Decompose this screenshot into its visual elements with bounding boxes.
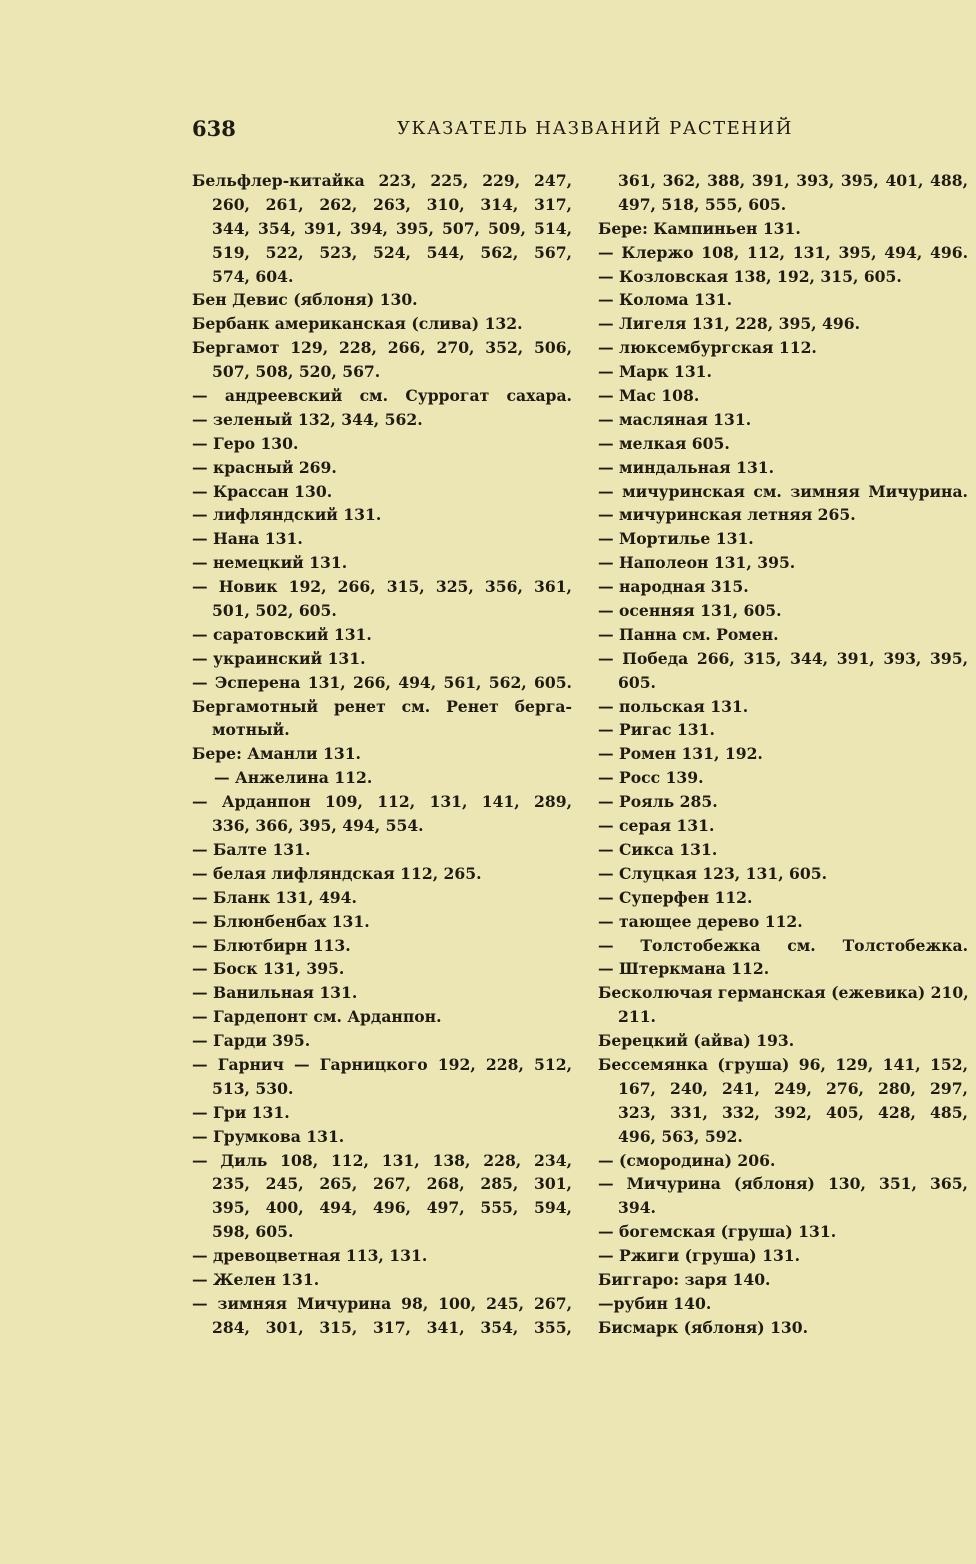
index-line: — Гарнич — Гарницкого 192, 228, 512, [192,1054,572,1074]
page-header [192,116,792,146]
index-line: — Новик 192, 266, 315, 325, 356, 361, [192,577,572,597]
index-line: — Диль 108, 112, 131, 138, 228, 234, [192,1150,572,1170]
index-line: — андреевский см. Суррогат сахара. [192,386,572,406]
index-line: 394. [618,1198,656,1218]
index-line: Бессемянка (груша) 96, 129, 141, 152, [598,1054,968,1074]
index-line: — Балте 131. [192,839,311,859]
right-column [598,169,968,1340]
index-line: — зимняя Мичурина 98, 100, 245, 267, [192,1293,572,1313]
index-line: 501, 502, 605. [212,601,337,621]
index-line: 497, 518, 555, 605. [618,194,787,214]
index-line: — Мортилье 131. [598,529,754,549]
index-line: мотный. [212,720,290,740]
index-line: — Анжелина 112. [214,768,373,788]
index-line: — богемская (груша) 131. [598,1222,837,1242]
index-line: — Наполеон 131, 395. [598,553,796,573]
index-line: 167, 240, 241, 249, 276, 280, 297, [618,1078,968,1098]
index-line: — Штеркмана 112. [598,959,770,979]
index-line: — польская 131. [598,696,749,716]
index-line: — Толстобежка см. Толстобежка. [598,935,968,955]
index-line: — Колома 131. [598,290,733,310]
index-line: Бесколючая германская (ежевика) 210, [598,983,969,1003]
index-line: — саратовский 131. [192,624,372,644]
index-line: —рубин 140. [598,1293,712,1313]
index-line: 323, 331, 332, 392, 405, 428, 485, [618,1102,968,1122]
index-line: — Клержо 108, 112, 131, 395, 494, 496. [598,242,968,262]
index-line: — Мичурина (яблоня) 130, 351, 365, [598,1174,968,1194]
index-line: — Ржиги (груша) 131. [598,1246,801,1266]
index-line: 336, 366, 395, 494, 554. [212,816,424,836]
running-title: УКАЗАТЕЛЬ НАЗВАНИЙ РАСТЕНИЙ [397,118,793,139]
index-line: Бельфлер-китайка 223, 225, 229, 247, [192,171,572,190]
index-line: — Блютбирн 113. [192,935,351,955]
index-line: — серая 131. [598,816,715,836]
index-line: Бере: Аманли 131. [192,744,361,764]
left-column [192,169,572,1340]
index-line: Бере: Кампиньен 131. [598,218,801,238]
index-line: Бергамотный ренет см. Ренет берга- [192,696,572,716]
index-line: — Рояль 285. [598,792,718,812]
index-line: 605. [618,672,656,692]
page-number: 638 [192,116,236,141]
index-line: — осенняя 131, 605. [598,601,782,621]
index-line: — Блюнбенбах 131. [192,911,370,931]
index-line: — немецкий 131. [192,553,348,573]
index-line: — украинский 131. [192,648,366,668]
index-line: — масляная 131. [598,409,752,429]
index-line: 361, 362, 388, 391, 393, 395, 401, 488, [618,171,968,190]
index-line: — мелкая 605. [598,433,730,453]
index-line: — тающее дерево 112. [598,911,803,931]
index-line: — древоцветная 113, 131. [192,1246,428,1266]
index-line: — Панна см. Ромен. [598,624,779,644]
index-line: — Грумкова 131. [192,1126,345,1146]
index-line: Биггаро: заря 140. [598,1269,771,1289]
index-line: — Геро 130. [192,433,299,453]
index-line: — Козловская 138, 192, 315, 605. [598,266,902,286]
index-line: Бербанк американская (слива) 132. [192,314,523,334]
index-line: — Гарди 395. [192,1031,311,1051]
index-line: — Ригас 131. [598,720,715,740]
index-line: — лифляндский 131. [192,505,382,525]
index-line: — Ромен 131, 192. [598,744,763,764]
index-line: — Желен 131. [192,1269,320,1289]
index-line: 284, 301, 315, 317, 341, 354, 355, [212,1317,572,1337]
index-line: — Бланк 131, 494. [192,887,357,907]
index-line: — Марк 131. [598,362,712,382]
index-line: — мичуринская см. зимняя Мичурина. [598,481,968,501]
index-line: — народная 315. [598,577,749,597]
index-line: — Победа 266, 315, 344, 391, 393, 395, [598,648,968,668]
index-line: — Арданпон 109, 112, 131, 141, 289, [192,792,572,812]
index-line: 496, 563, 592. [618,1126,743,1146]
index-line: 344, 354, 391, 394, 395, 507, 509, 514, [212,218,572,238]
index-line: Бен Девис (яблоня) 130. [192,290,418,310]
index-line: — Эсперена 131, 266, 494, 561, 562, 605. [192,672,572,692]
index-line: — (смородина) 206. [598,1150,776,1170]
index-line: — Суперфен 112. [598,887,753,907]
index-line: 211. [618,1007,656,1027]
index-line: 260, 261, 262, 263, 310, 314, 317, [212,194,572,214]
index-line: — Слуцкая 123, 131, 605. [598,863,828,883]
index-line: — миндальная 131. [598,457,775,477]
index-line: 235, 245, 265, 267, 268, 285, 301, [212,1174,572,1194]
index-line: — белая лифляндская 112, 265. [192,863,482,883]
index-line: — Нана 131. [192,529,303,549]
index-line: — зеленый 132, 344, 562. [192,409,423,429]
index-line: Бисмарк (яблоня) 130. [598,1317,809,1337]
index-line: Берецкий (айва) 193. [598,1031,795,1051]
index-line: — Мас 108. [598,386,700,406]
index-line: — Лигеля 131, 228, 395, 496. [598,314,861,334]
index-line: — красный 269. [192,457,337,477]
index-line: 507, 508, 520, 567. [212,362,381,382]
index-line: — Сикса 131. [598,839,718,859]
index-line: 574, 604. [212,266,294,286]
index-line: — люксембургская 112. [598,338,817,358]
index-line: 395, 400, 494, 496, 497, 555, 594, [212,1198,572,1218]
index-line: — Гардепонт см. Арданпон. [192,1007,442,1027]
index-line: — Гри 131. [192,1102,290,1122]
index-line: 598, 605. [212,1222,294,1242]
index-line: Бергамот 129, 228, 266, 270, 352, 506, [192,338,572,358]
index-line: 513, 530. [212,1078,294,1098]
index-line: — Ванильная 131. [192,983,358,1003]
index-line: — мичуринская летняя 265. [598,505,856,525]
index-line: — Крассан 130. [192,481,333,501]
index-line: — Боск 131, 395. [192,959,345,979]
index-line: — Росс 139. [598,768,704,788]
index-line: 519, 522, 523, 524, 544, 562, 567, [212,242,572,262]
